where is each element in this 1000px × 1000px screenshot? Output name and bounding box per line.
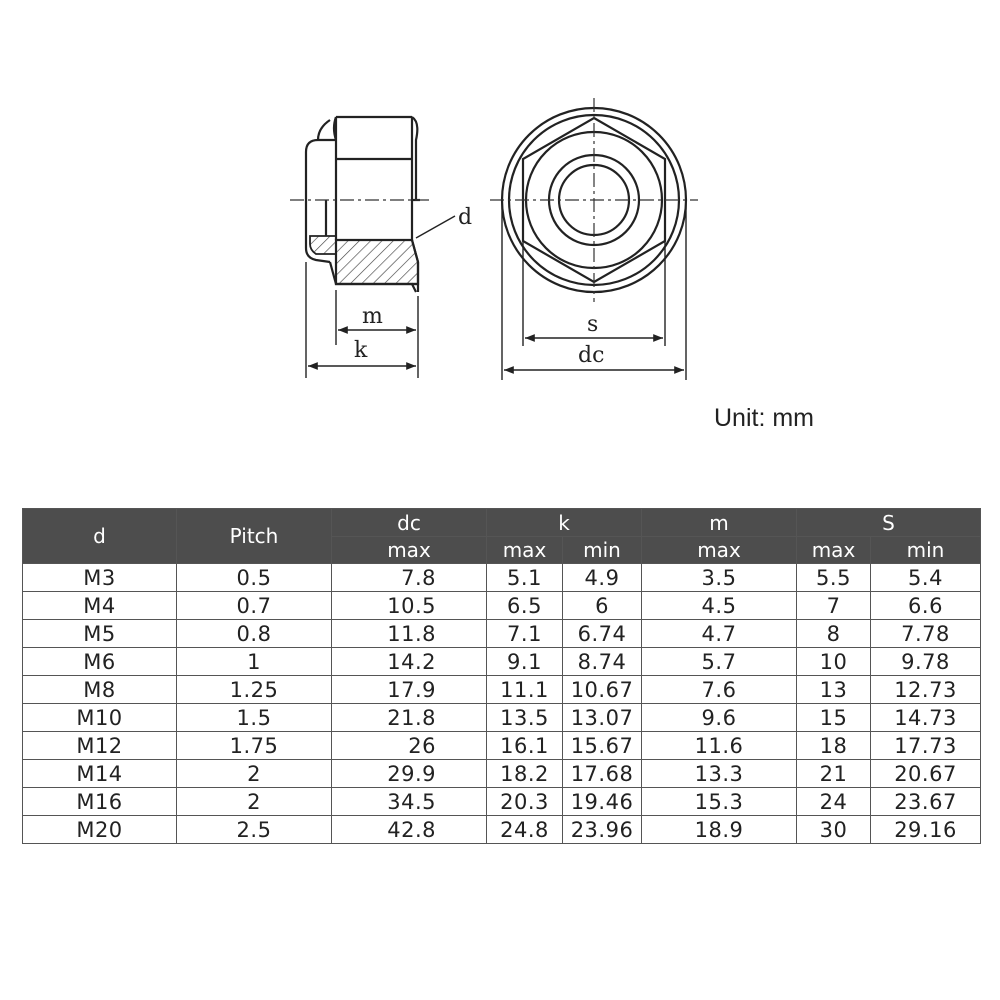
cell-dc-max: 17.9 (332, 676, 487, 704)
cell-k-max: 13.5 (487, 704, 563, 732)
cell-pitch: 2 (177, 760, 332, 788)
cell-s-max: 7 (797, 592, 871, 620)
table-row (23, 760, 981, 788)
cell-s-max: 13 (797, 676, 871, 704)
table-row (23, 816, 981, 844)
cell-d: M3 (23, 564, 177, 592)
cell-m-max: 4.7 (642, 620, 797, 648)
cell-dc-max: 14.2 (332, 648, 487, 676)
cell-dc-max: 11.8 (332, 620, 487, 648)
header-s: S (797, 509, 981, 537)
cell-s-max: 24 (797, 788, 871, 816)
cell-s-min: 7.78 (871, 620, 981, 648)
cell-m-max: 9.6 (642, 704, 797, 732)
cell-d: M16 (23, 788, 177, 816)
cell-d: M8 (23, 676, 177, 704)
cell-m-max: 4.5 (642, 592, 797, 620)
dimension-table (22, 508, 981, 844)
cell-dc-max: 34.5 (332, 788, 487, 816)
cell-k-max: 6.5 (487, 592, 563, 620)
subheader-dc-max: max (332, 537, 487, 564)
table-body (23, 564, 981, 844)
cell-d: M10 (23, 704, 177, 732)
table-row (23, 676, 981, 704)
cell-k-max: 24.8 (487, 816, 563, 844)
cell-s-max: 5.5 (797, 564, 871, 592)
header-d: d (23, 509, 177, 564)
cell-k-max: 5.1 (487, 564, 563, 592)
cell-k-min: 17.68 (563, 760, 642, 788)
cell-pitch: 1.5 (177, 704, 332, 732)
cell-d: M6 (23, 648, 177, 676)
cell-k-min: 23.96 (563, 816, 642, 844)
cell-d: M14 (23, 760, 177, 788)
technical-drawing (0, 0, 1000, 470)
subheader-m-max: max (642, 537, 797, 564)
cell-pitch: 1 (177, 648, 332, 676)
cell-s-min: 17.73 (871, 732, 981, 760)
cell-s-min: 12.73 (871, 676, 981, 704)
cell-k-min: 10.67 (563, 676, 642, 704)
d-leader (416, 216, 455, 238)
cell-k-min: 6 (563, 592, 642, 620)
cell-s-min: 29.16 (871, 816, 981, 844)
cell-s-max: 30 (797, 816, 871, 844)
cell-dc-max: 10.5 (332, 592, 487, 620)
cell-s-max: 15 (797, 704, 871, 732)
cell-pitch: 0.5 (177, 564, 332, 592)
header-pitch: Pitch (177, 509, 332, 564)
cell-m-max: 11.6 (642, 732, 797, 760)
table-row (23, 704, 981, 732)
cell-pitch: 0.8 (177, 620, 332, 648)
table-row (23, 620, 981, 648)
cell-k-max: 11.1 (487, 676, 563, 704)
table-row (23, 648, 981, 676)
cell-pitch: 0.7 (177, 592, 332, 620)
cell-dc-max: 7.8 (332, 564, 487, 592)
cell-s-min: 5.4 (871, 564, 981, 592)
cell-dc-max: 42.8 (332, 816, 487, 844)
cell-k-max: 18.2 (487, 760, 563, 788)
subheader-k-min: min (563, 537, 642, 564)
cell-k-min: 15.67 (563, 732, 642, 760)
cell-dc-max: 21.8 (332, 704, 487, 732)
label-s: s (587, 312, 599, 337)
cell-m-max: 3.5 (642, 564, 797, 592)
table-row (23, 592, 981, 620)
cell-k-min: 6.74 (563, 620, 642, 648)
cell-s-min: 6.6 (871, 592, 981, 620)
cell-d: M4 (23, 592, 177, 620)
cell-m-max: 18.9 (642, 816, 797, 844)
cell-k-min: 4.9 (563, 564, 642, 592)
cell-dc-max: 29.9 (332, 760, 487, 788)
cell-s-min: 20.67 (871, 760, 981, 788)
subheader-s-max: max (797, 537, 871, 564)
cell-d: M5 (23, 620, 177, 648)
cell-m-max: 5.7 (642, 648, 797, 676)
cell-k-min: 8.74 (563, 648, 642, 676)
header-m: m (642, 509, 797, 537)
cell-m-max: 7.6 (642, 676, 797, 704)
cell-k-max: 16.1 (487, 732, 563, 760)
cell-k-min: 19.46 (563, 788, 642, 816)
cell-pitch: 1.75 (177, 732, 332, 760)
cell-k-max: 9.1 (487, 648, 563, 676)
cell-m-max: 13.3 (642, 760, 797, 788)
subheader-s-min: min (871, 537, 981, 564)
cell-pitch: 2.5 (177, 816, 332, 844)
cell-k-min: 13.07 (563, 704, 642, 732)
cell-d: M20 (23, 816, 177, 844)
cell-pitch: 1.25 (177, 676, 332, 704)
label-d: d (458, 205, 473, 230)
cell-m-max: 15.3 (642, 788, 797, 816)
table-row (23, 564, 981, 592)
cell-pitch: 2 (177, 788, 332, 816)
cell-s-max: 10 (797, 648, 871, 676)
label-dc: dc (578, 343, 605, 368)
table-row (23, 788, 981, 816)
cell-s-min: 14.73 (871, 704, 981, 732)
cell-s-min: 9.78 (871, 648, 981, 676)
label-k: k (354, 338, 368, 363)
cell-s-min: 23.67 (871, 788, 981, 816)
header-k: k (487, 509, 642, 537)
cell-dc-max: 26 (332, 732, 487, 760)
cell-s-max: 21 (797, 760, 871, 788)
section-hatch (336, 240, 418, 284)
cell-s-max: 8 (797, 620, 871, 648)
cell-k-max: 20.3 (487, 788, 563, 816)
insert-hatch (310, 236, 336, 254)
top-centerlines (490, 98, 698, 302)
subheader-k-max: max (487, 537, 563, 564)
table-row (23, 732, 981, 760)
unit-label: Unit: mm (714, 404, 814, 432)
header-dc: dc (332, 509, 487, 537)
cell-d: M12 (23, 732, 177, 760)
cell-k-max: 7.1 (487, 620, 563, 648)
cell-s-max: 18 (797, 732, 871, 760)
label-m: m (362, 304, 383, 329)
